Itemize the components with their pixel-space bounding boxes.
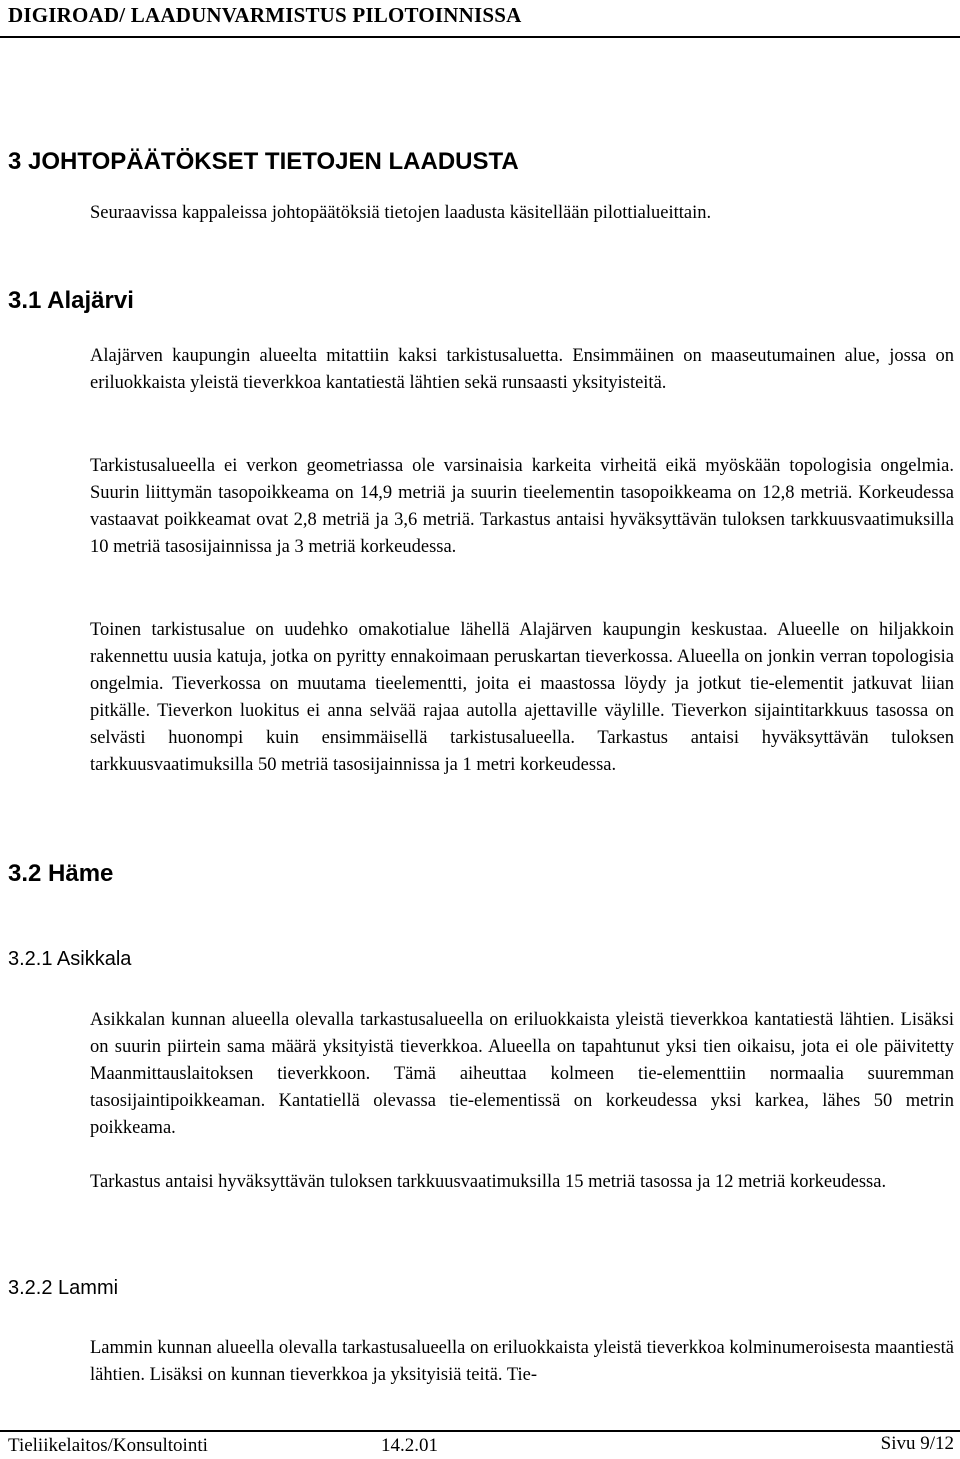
chapter-heading: 3 JOHTOPÄÄTÖKSET TIETOJEN LAADUSTA — [8, 148, 519, 175]
subsection-heading-asikkala: 3.2.1 Asikkala — [8, 948, 132, 970]
section-heading-alajarvi: 3.1 Alajärvi — [8, 287, 134, 314]
footer-organization: Tieliikelaitos/Konsultointi — [8, 1435, 208, 1456]
paragraph-alajarvi-3: Toinen tarkistusalue on uudehko omakotialue lähellä Alajärven kaupungin keskustaa. Alueelle on hiljakkoin rakennettu uusia katuja, jotka on pyritty ennakoimaan peruskartan tieverkossa. Alueella on jonkin verran topologisia ongelmia. Tieverkossa on muutama tieelementti, joita ei maastossa löydy ja jotkut tie-elementit jatkuvat liian pitkälle. Tieverkon luokitus ei anna selvää rajaa autolla ajettaville väylille. Tieverkon sijaintitarkkuus tasossa on selvästi huonompi kuin ensimmäisellä tarkistusalueella. Tarkastus antaisi hyväksyttävän tuloksen tarkkuusvaatimuksilla 50 metriä tasosijainnissa ja 1 metri korkeudessa. — [90, 620, 954, 775]
section-heading-hame: 3.2 Häme — [8, 860, 114, 887]
header-rule — [0, 36, 960, 38]
paragraph-alajarvi-2: Tarkistusalueella ei verkon geometriassa ole varsinaisia karkeita virheitä eikä myöskään topologisia ongelmia. Suurin liittymän tasopoikkeama on 14,9 metriä ja suurin tieelementin tasopoikkeama on 12,8 metriä. Korkeudessa vastaavat poikkeamat ovat 2,8 metriä ja 3,6 metriä. Tarkastus antaisi hyväksyttävän tuloksen tarkkuusvaatimuksilla 10 metriä tasosijainnissa ja 3 metriä korkeudessa. — [90, 456, 954, 557]
footer-date: 14.2.01 — [381, 1435, 438, 1456]
footer-rule — [0, 1430, 960, 1432]
footer-page-number: Sivu 9/12 — [880, 1433, 954, 1454]
paragraph-lammi-1: Lammin kunnan alueella olevalla tarkastusalueella on eriluokkaista yleistä tieverkkoa kolminumeroisesta maantiestä lähtien. Lisäksi on kunnan tieverkkoa ja yksityisiä teitä. Tie- — [90, 1338, 954, 1385]
chapter-intro: Seuraavissa kappaleissa johtopäätöksiä tietojen laadusta käsitellään pilottialueittain. — [90, 203, 712, 223]
paragraph-alajarvi-1: Alajärven kaupungin alueelta mitattiin kaksi tarkistusaluetta. Ensimmäinen on maaseutumainen alue, jossa on eriluokkaista yleistä tieverkkoa kantatiestä lähtien sekä runsaasti yksityisteitä. — [90, 346, 954, 393]
subsection-heading-lammi: 3.2.2 Lammi — [8, 1277, 119, 1299]
paragraph-asikkala-2: Tarkastus antaisi hyväksyttävän tuloksen tarkkuusvaatimuksilla 15 metriä tasossa ja 12 metriä korkeudessa. — [90, 1172, 887, 1192]
paragraph-asikkala-1: Asikkalan kunnan alueella olevalla tarkastusalueella on eriluokkaista yleistä tieverkkoa kantatiestä lähtien. Lisäksi on suurin piirtein sama määrä yksityistä tieverkkoa. Alueella on tapahtunut yksi tien oikaisu, jota ei ole päivitetty Maanmittauslaitoksen tieverkkoon. Tämä aiheuttaa kolmeen tie-elementtiin normaalia suuremman tasosijaintipoikkeaman. Kantatiellä olevassa tie-elementissä on korkeudessa yksi karkea, lähes 50 metrin poikkeama. — [90, 1010, 954, 1138]
running-header: DIGIROAD/ LAADUNVARMISTUS PILOTOINNISSA — [8, 3, 522, 27]
